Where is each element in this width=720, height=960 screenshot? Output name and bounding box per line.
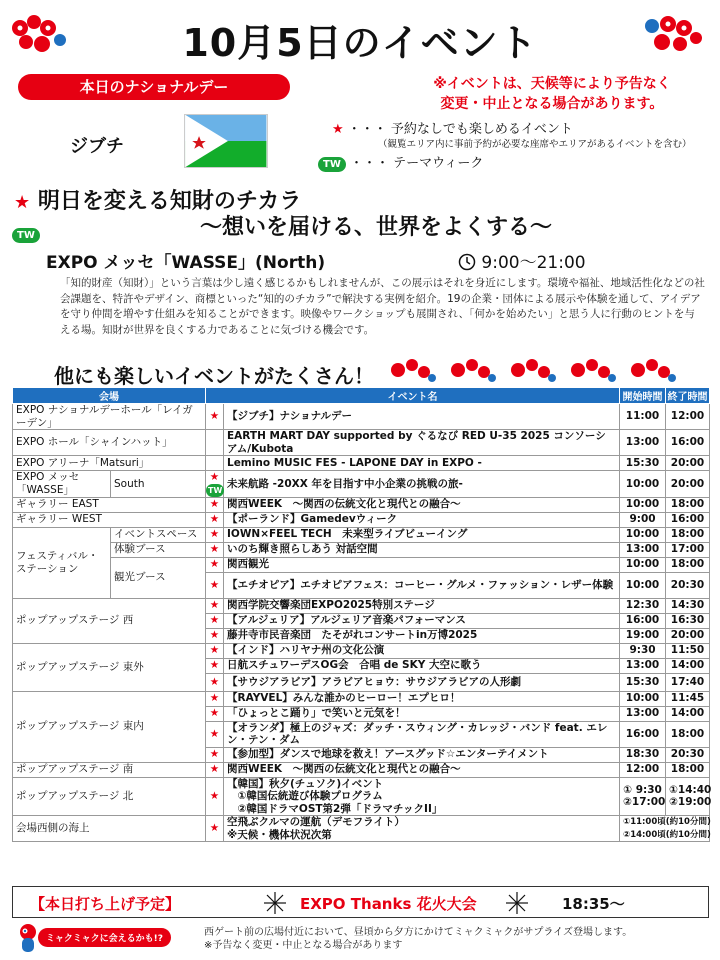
legend-star [332,118,573,137]
star-cell [206,643,224,658]
start-time-cell: 13:00 [620,542,666,557]
star-icon: ★ [209,410,220,423]
feature-hours [458,248,586,273]
start-time-cell: 15:30 [620,673,666,691]
table-row [13,557,710,572]
star-icon: ★ [209,822,220,835]
star-icon: ★ [209,727,220,740]
end-time-cell: 18:00 [666,557,710,572]
star-icon: ★ [209,748,220,761]
table-row [13,527,710,542]
start-time-cell: 10:00 [620,572,666,598]
end-time-cell: 16:00 [666,512,710,527]
expo-logo-strip [386,356,696,384]
end-time-cell: 18:00 [666,762,710,777]
event-name-cell: 関西観光 [224,557,620,572]
star-cell [206,777,224,816]
start-time-cell: 10:00 [620,471,666,498]
national-day-label: 本日のナショナルデー [18,74,290,100]
star-cell [206,497,224,512]
star-cell [206,747,224,762]
end-time-cell: 18:00 [666,497,710,512]
star-cell [206,430,224,456]
table-row [13,456,710,471]
event-name-cell: 【エチオピア】エチオピアフェス：コーヒー・グルメ・ファッション・レザー体験 [224,572,620,598]
event-name-line: 空飛ぶクルマの運航（デモフライト） [227,816,405,828]
theme-week-badge: TW [318,157,346,172]
event-name-cell: 「ひょっとこ踊り」で笑いと元気を！ [224,706,620,721]
start-time-cell-line: ①11:00頃(約10分間) [623,817,711,827]
start-time-cell-line: ① 9:30 [623,783,662,796]
end-time-cell: 11:50 [666,643,710,658]
start-time-cell: 13:00 [620,430,666,456]
legend-star-note: （観覧エリア内に事前予約が必要な座席やエリアがあるイベントを含む） [378,139,692,150]
start-time-cell: 9:00 [620,512,666,527]
star-cell [206,691,224,706]
star-icon: ★ [209,692,220,705]
event-name-cell [224,816,620,842]
theme-week-badge: TW [12,228,40,243]
myaku-badge: ミャクミャクに会えるかも!? [38,928,171,947]
event-name-cell: 【オランダ】極上のジャズ：ダッチ・スウィング・カレッジ・バンド feat. エレン・テン・ダム [224,721,620,747]
header-start: 開始時間 [620,388,666,404]
venue-cell: ギャラリー EAST [13,497,206,512]
end-time-cell: 16:00 [666,430,710,456]
end-time-cell: 20:30 [666,572,710,598]
event-name-cell: 【RAYVEL】みんな誰かのヒーロー！エプヒロ！ [224,691,620,706]
start-time-cell-line: ②17:00 [623,796,666,809]
feature-subtitle: ～想いを届ける、世界をよくする～ [200,215,553,240]
venue-cell: 会場西側の海上 [13,816,206,842]
table-row [13,471,710,498]
header-venue: 会場 [13,388,206,404]
venue-cell: フェスティバル・ステーション [13,527,111,598]
sub-venue-cell: South [111,471,206,498]
star-icon: ★ [209,471,220,483]
end-time-cell-line: ①14:40 [669,783,712,796]
star-icon: ★ [209,558,220,571]
notice-line-2: 変更・中止となる場合があります。 [440,96,664,112]
end-time-cell: 20:30 [666,747,710,762]
event-name-cell: 関西学院交響楽団EXPO2025特別ステージ [224,598,620,613]
feature-description: 「知的財産（知財）」という言葉は少し遠く感じるかもしれませんが、この展示はそれを身近にします。環境や福祉、地域活性化などの社会課題を、特許やデザイン、商標といった“知的のチカラ”で解決する実例を紹介。19の企業・団体による展示や体験を通して、アイデアを守り仲間を増やす仕組みを知ることができます。映像やワークショップも展開され、「何かを始めたい」と思う人に行動のヒントを与える場。知財が世界を良くする力であることに気づける機会です。 [60,277,705,336]
star-icon: ★ [209,614,220,627]
star-cell [206,542,224,557]
end-time-cell: 14:00 [666,658,710,673]
venue-cell: ポップアップステージ 北 [13,777,206,816]
start-time-cell: 10:00 [620,691,666,706]
feature-venue: EXPO メッセ「WASSE」(North) [46,253,326,273]
star-icon: ★ [209,599,220,612]
event-name-cell: Lemino MUSIC FES - LAPONE DAY in EXPO - [224,456,620,471]
star-cell [206,706,224,721]
start-time-cell: 12:00 [620,762,666,777]
table-row [13,762,710,777]
footer-line-2: ※予告なく変更・中止となる場合があります [204,940,403,951]
star-cell [206,613,224,628]
star-cell [206,404,224,430]
event-name-cell: EARTH MART DAY supported by ぐるなび RED U-35 2025 コンソーシアム/Kubota [224,430,620,456]
header-end: 終了時間 [666,388,710,404]
event-name-cell: 【参加型】ダンスで地球を救え！アースグッド☆エンターテイメント [224,747,620,762]
footer-line-1: 西ゲート前の広場付近において、昼頃から夕方にかけてミャクミャクがサプライズ登場します。 [204,927,633,938]
end-time-cell: 20:00 [666,456,710,471]
star-icon: ★ [209,675,220,688]
theme-week-badge: TW [208,485,223,495]
table-row [13,777,710,816]
legend-star-text: ・・・ 予約なしでも楽しめるイベント [347,122,573,137]
start-time-cell: 10:00 [620,557,666,572]
table-row [13,430,710,456]
table-row [13,497,710,512]
star-icon: ★ [209,763,220,776]
end-time-cell: 18:00 [666,527,710,542]
event-name-line: ②韓国ドラマOST第2弾「ドラマチックII」 [227,802,443,815]
venue-cell: ポップアップステージ 東内 [13,691,206,762]
star-cell [206,527,224,542]
notice-line-1: ※イベントは、天候等により予告なく [433,76,671,92]
start-time-cell: 12:30 [620,598,666,613]
table-row [13,542,710,557]
more-events-title: 他にも楽しいイベントがたくさん！ [54,364,374,388]
event-name-cell: 【ジブチ】ナショナルデー [224,404,620,430]
table-row [13,404,710,430]
start-time-cell: 13:00 [620,706,666,721]
event-name-cell: 【アルジェリア】アルジェリア音楽パフォーマンス [224,613,620,628]
event-name-line: ①韓国伝統遊び体験プログラム [227,790,383,802]
start-time-cell: 9:30 [620,643,666,658]
star-icon: ★ [209,707,220,720]
header-event: イベント名 [206,388,620,404]
start-time-cell: 18:30 [620,747,666,762]
end-time-cell: 14:00 [666,706,710,721]
end-time-cell: 12:00 [666,404,710,430]
event-name-line: 【韓国】秋夕(チュソク)イベント [227,777,384,790]
star-icon: ★ [209,578,220,591]
table-row [13,598,710,613]
fireworks-icon [262,890,288,916]
star-cell [206,816,224,842]
start-time-cell: 10:00 [620,497,666,512]
end-time-cell: 14:30 [666,598,710,613]
venue-cell: ギャラリー WEST [13,512,206,527]
star-cell [206,658,224,673]
venue-cell: ポップアップステージ 東外 [13,643,206,691]
event-name-cell: 【ポーランド】Gamedevウィーク [224,512,620,527]
venue-cell: EXPO メッセ「WASSE」 [13,471,111,498]
start-time-cell: 13:00 [620,658,666,673]
table-row [13,816,710,842]
end-time-cell: 17:00 [666,542,710,557]
feature-hours-text: 9:00～21:00 [481,253,586,273]
event-name-cell: 藤井寺市民音楽団 たそがれコンサートin万博2025 [224,628,620,643]
star-cell [206,598,224,613]
end-time-cell: 20:00 [666,471,710,498]
start-time-cell: 10:00 [620,527,666,542]
star-icon: ★ [14,192,31,213]
venue-cell: ポップアップステージ 南 [13,762,206,777]
end-time-cell-line: ②19:00 [669,796,712,809]
event-name-cell: 【インド】ハリヤナ州の文化公演 [224,643,620,658]
star-icon: ★ [209,528,220,541]
table-row [13,512,710,527]
event-name-cell: いのち輝き照らしあう 対話空間 [224,542,620,557]
fireworks-name: EXPO Thanks 花火大会 [300,895,477,913]
event-name-cell: 【サウジアラビア】アラビアヒョウ：サウジアラビアの人形劇 [224,673,620,691]
start-time-cell [620,777,666,816]
fireworks-label: 【本日打ち上げ予定】 [30,895,181,913]
star-cell [206,557,224,572]
djibouti-flag [184,114,268,168]
start-time-cell: 19:00 [620,628,666,643]
star-icon: ★ [209,790,220,802]
star-cell [206,628,224,643]
clock-icon [458,253,476,271]
fireworks-time: 18:35～ [562,895,625,913]
feature-title: 明日を変える知財のチカラ [37,189,302,214]
table-row [13,643,710,658]
table-row [13,691,710,706]
star-cell [206,456,224,471]
end-time-cell: 11:45 [666,691,710,706]
star-icon: ★ [209,543,220,556]
event-name-cell [224,777,620,816]
event-name-cell: IOWN×FEEL TECH 未来型ライブビューイング [224,527,620,542]
end-time-cell: 16:30 [666,613,710,628]
event-name-cell: 関西WEEK ～関西の伝統文化と現代との融合～ [224,497,620,512]
star-cell [206,572,224,598]
sub-venue-cell: 体験ブース [111,542,206,557]
venue-cell: EXPO ホール「シャインハット」 [13,430,206,456]
start-time-cell: 16:00 [620,613,666,628]
sub-venue-cell: イベントスペース [111,527,206,542]
end-time-cell: 18:00 [666,721,710,747]
legend-tw-text: ・・・ テーマウィーク [350,156,484,171]
legend-tw [318,152,483,172]
star-cell [206,471,224,498]
fireworks-icon [504,890,530,916]
start-time-cell: 15:30 [620,456,666,471]
events-table [12,387,710,842]
event-name-cell: 関西WEEK ～関西の伝統文化と現代との融合～ [224,762,620,777]
star-cell [206,512,224,527]
star-icon: ★ [209,513,220,526]
venue-cell: ポップアップステージ 西 [13,598,206,643]
start-time-cell: 11:00 [620,404,666,430]
end-time-cell [666,777,710,816]
event-name-cell: 未来航路 -20XX 年を目指す中小企業の挑戦の旅- [224,471,620,498]
end-time-cell: 20:00 [666,628,710,643]
start-time-cell [620,816,710,842]
star-cell [206,673,224,691]
notice [392,74,712,114]
venue-cell: EXPO ナショナルデーホール「レイガーデン」 [13,404,206,430]
table-header-row [13,388,710,404]
event-name-cell: 日航スチュワーデスOG会 合唱 de SKY 大空に歌う [224,658,620,673]
venue-cell: EXPO アリーナ「Matsuri」 [13,456,206,471]
event-name-line: ※天候・機体状況次第 [227,828,332,841]
start-time-cell: 16:00 [620,721,666,747]
star-icon: ★ [209,498,220,511]
star-icon: ★ [332,122,344,137]
page-title: 10月5日のイベント [182,21,538,65]
start-time-cell-line: ②14:00頃(約10分間) [623,829,711,840]
star-icon: ★ [209,659,220,672]
end-time-cell: 17:40 [666,673,710,691]
star-cell [206,721,224,747]
star-cell [206,762,224,777]
star-icon: ★ [209,629,220,642]
star-icon: ★ [209,644,220,657]
country-name: ジブチ [70,136,124,157]
footer-note [204,926,714,952]
sub-venue-cell: 観光ブース [111,557,206,598]
